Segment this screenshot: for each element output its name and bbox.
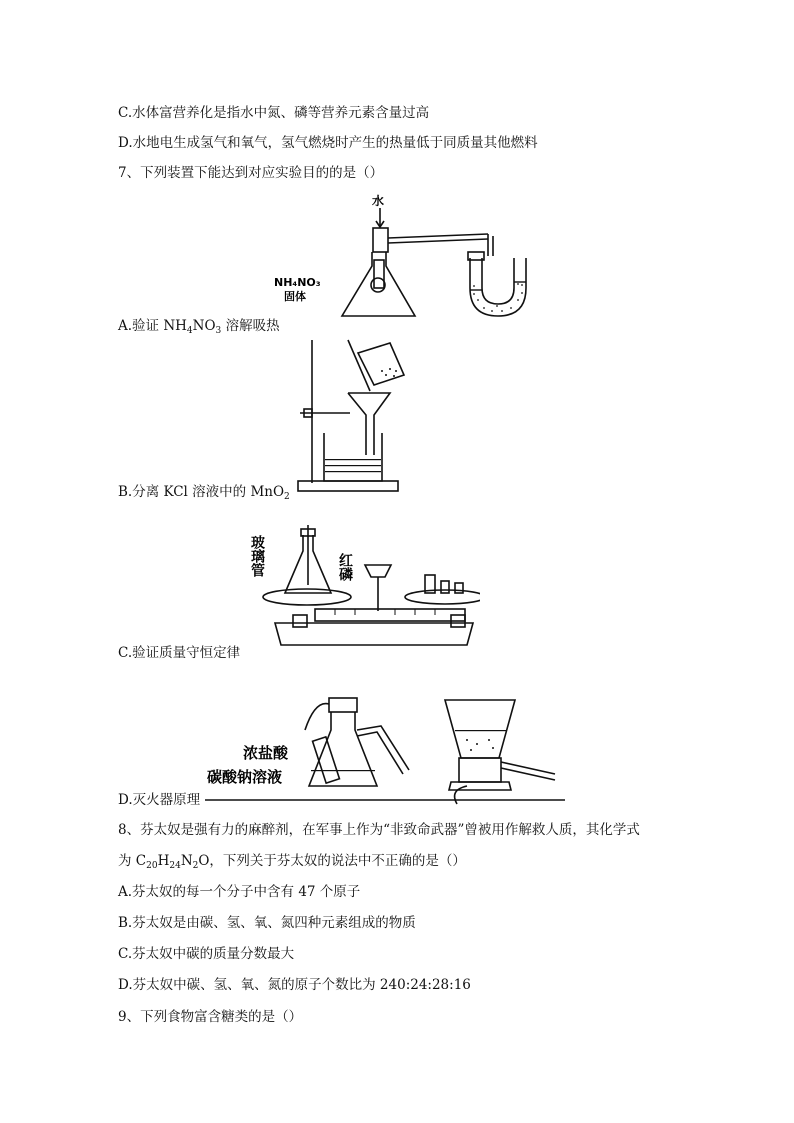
q7-option-d: D.灭火器原理: [118, 792, 201, 808]
fig-c-red-phosphorus-label: 红磷: [337, 553, 353, 581]
q8-option-b: B.芬太奴是由碳、氢、氧、氮四种元素组成的物质: [118, 915, 416, 931]
q7-option-b: B.分离 KCl 溶液中的 MnO$_2$: [118, 484, 290, 502]
fig-a-water-label: 水: [372, 194, 385, 208]
q9-stem: 9、下列食物富含糖类的是（）: [118, 1009, 303, 1025]
q7-option-c: C.验证质量守恒定律: [118, 645, 241, 661]
q7-option-a: A.验证 $NH_4NO_3$ 溶解吸热: [118, 318, 280, 336]
q8-stem-line2: 为 $C_{20}H_{24}N_2O$，下列关于芬太奴的说法中不正确的是（）: [118, 853, 466, 871]
figure-a-flask-u-tube: [270, 190, 560, 325]
q8-option-a: A.芬太奴的每一个分子中含有 47 个原子: [118, 884, 361, 900]
figure-c-balance: [245, 515, 480, 655]
figure-b-filtration: [290, 335, 450, 495]
fig-d-acid-label: 浓盐酸: [243, 744, 289, 762]
q6-option-d: D.水地电生成氢气和氧气，氢气燃烧时产生的热量低于同质量其他燃料: [118, 135, 538, 151]
fig-d-solution-label: 碳酸钠溶液: [207, 768, 283, 786]
fig-c-glass-tube-label: 玻璃管: [249, 535, 265, 577]
q6-option-c: C.水体富营养化是指水中氮、磷等营养元素含量过高: [118, 105, 430, 121]
q7-stem: 7、下列装置下能达到对应实验目的的是（）: [118, 165, 384, 181]
figure-d-extinguisher: [205, 690, 565, 805]
q8-option-d: D.芬太奴中碳、氢、氧、氮的原子个数比为 240:24:28:16: [118, 977, 471, 993]
q8-option-c: C.芬太奴中碳的质量分数最大: [118, 946, 295, 962]
fig-a-solid-label-1: NH₄NO₃: [274, 276, 321, 289]
fig-a-solid-label-2: 固体: [284, 290, 306, 303]
q8-stem-line1: 8、芬太奴是强有力的麻醉剂，在军事上作为“非致命武器”曾被用作解救人质，其化学式: [118, 822, 640, 838]
